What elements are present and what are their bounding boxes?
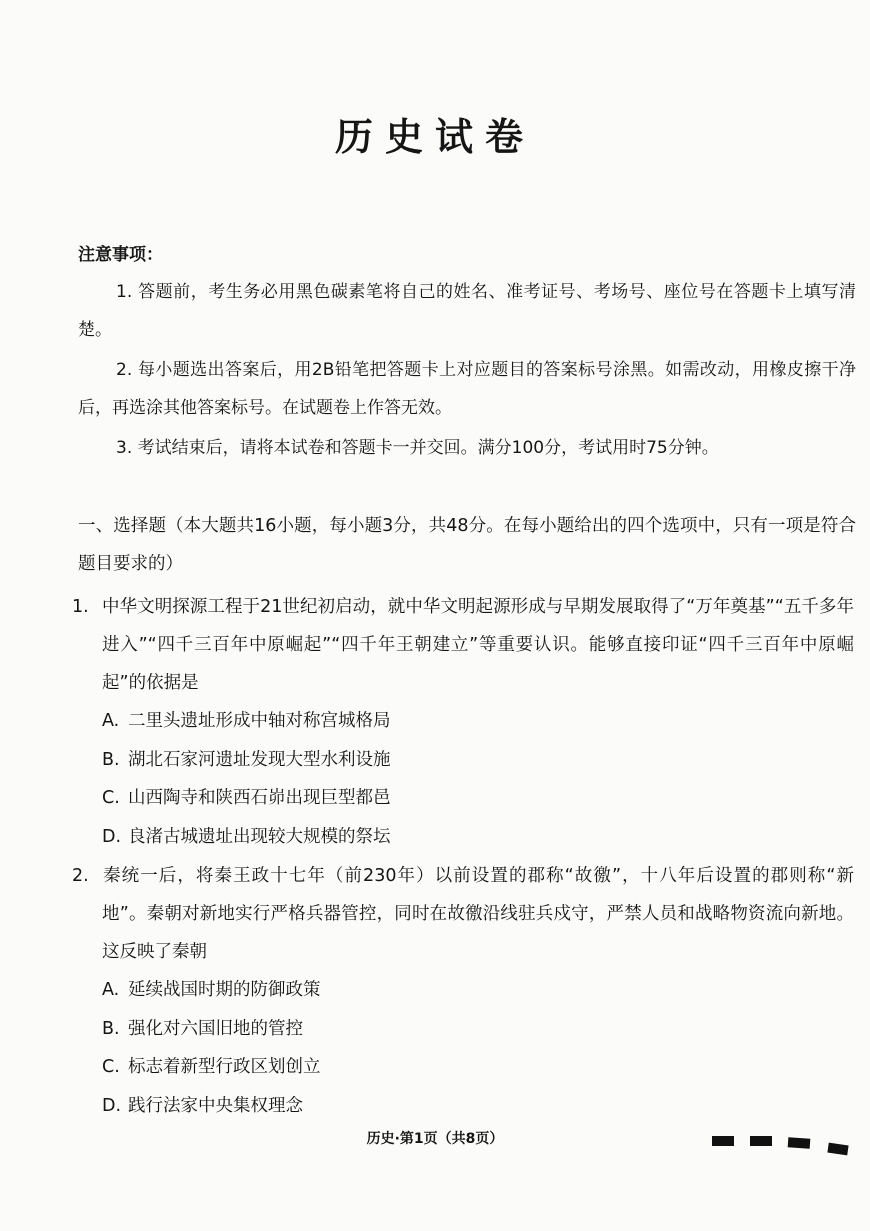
option-text: 良渚古城遗址出现较大规模的祭坛 (128, 826, 391, 847)
alignment-mark (750, 1136, 772, 1146)
question-1 (72, 588, 854, 856)
notice-item: 1. 答题前，考生务必用黑色碳素笔将自己的姓名、准考证号、考场号、座位号在答题卡上填写清楚。 (78, 282, 856, 340)
option-b (72, 1010, 854, 1049)
option-b (72, 741, 854, 780)
option-letter: C. (102, 1057, 120, 1077)
option-letter: C. (102, 788, 120, 808)
question-text: 中华文明探源工程于21世纪初启动，就中华文明起源形成与早期发展取得了“万年奠基”“五千多年进入”“四千三百年中原崛起”“四千年王朝建立”等重要认识。能够直接印证“四千三百年中原崛起”的依据是 (102, 597, 854, 693)
alignment-mark (712, 1136, 734, 1146)
option-text: 湖北石家河遗址发现大型水利设施 (128, 749, 391, 770)
notice-item: 2. 每小题选出答案后，用2B铅笔把答题卡上对应题目的答案标号涂黑。如需改动，用橡皮擦干净后，再选涂其他答案标号。在试题卷上作答无效。 (78, 360, 856, 418)
option-text: 强化对六国旧地的管控 (128, 1018, 303, 1039)
option-c (72, 779, 854, 818)
page-footer: 历史·第1页（共8页） (366, 1131, 504, 1147)
question-text: 秦统一后，将秦王政十七年（前230年）以前设置的郡称“故徼”，十八年后设置的郡则称“新地”。秦朝对新地实行严格兵器管控，同时在故徼沿线驻兵戍守，严禁人员和战略物资流向新地。这反映了秦朝 (102, 866, 854, 962)
option-c (72, 1048, 854, 1087)
question-number: 2. (72, 866, 89, 886)
question-number: 1. (72, 597, 89, 617)
option-text: 标志着新型行政区划创立 (128, 1057, 321, 1077)
question-stem (72, 857, 854, 971)
alignment-marks (712, 1132, 852, 1162)
option-text: 延续战国时期的防御政策 (128, 980, 321, 1000)
section-heading: 一、选择题（本大题共16小题，每小题3分，共48分。在每小题给出的四个选项中，只有一项是符合题目要求的） (78, 516, 856, 574)
notice-item: 3. 考试结束后，请将本试卷和答题卡一并交回。满分100分，考试用时75分钟。 (116, 438, 719, 458)
alignment-mark (827, 1143, 848, 1156)
notice-heading: 注意事项： (78, 245, 163, 265)
option-a (72, 971, 854, 1010)
option-letter: B. (102, 1018, 120, 1039)
question-2 (72, 857, 854, 1125)
page-title: 历史试卷 (334, 114, 535, 159)
option-text: 践行法家中央集权理念 (128, 1095, 303, 1116)
option-text: 山西陶寺和陕西石峁出现巨型都邑 (128, 788, 391, 808)
option-letter: B. (102, 749, 120, 770)
option-letter: D. (102, 826, 122, 847)
question-stem (72, 588, 854, 702)
option-a (72, 702, 854, 741)
alignment-mark (788, 1137, 811, 1149)
option-letter: D. (102, 1095, 122, 1116)
option-letter: A. (102, 980, 120, 1000)
option-d (72, 818, 854, 857)
option-text: 二里头遗址形成中轴对称宫城格局 (128, 711, 391, 731)
option-letter: A. (102, 711, 120, 731)
option-d (72, 1087, 854, 1126)
